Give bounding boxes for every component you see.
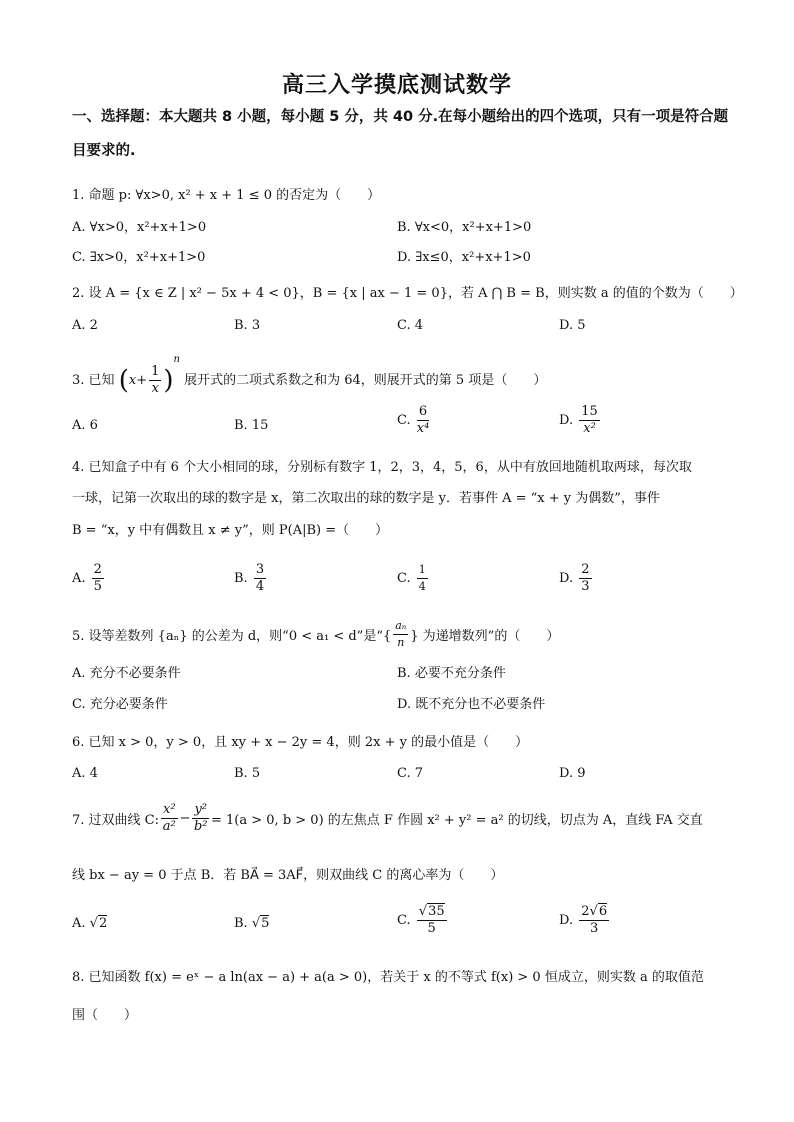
- question-3-stem-post: 展开式的二项式系数之和为 64，则展开式的第 5 项是（ ）: [184, 373, 547, 388]
- option-label: C.: [397, 413, 411, 428]
- question-6-option-d: D. 9: [559, 766, 586, 781]
- binomial-fraction-num: 1: [151, 364, 160, 379]
- question-7-option-b: [234, 916, 269, 931]
- question-3-option-d: [559, 404, 602, 437]
- question-5-fraction: [393, 618, 408, 651]
- sqrt-radicand: 5: [261, 916, 270, 931]
- fraction-num: 1: [417, 562, 428, 579]
- fraction-num: 15: [581, 404, 598, 419]
- question-5-option-b: B. 必要不充分条件: [397, 666, 506, 681]
- option-label: A.: [72, 916, 86, 931]
- fraction-num: [579, 904, 609, 921]
- question-4-option-c: [397, 562, 430, 595]
- question-3-option-c: [397, 404, 431, 437]
- fraction-num: x²: [163, 802, 176, 817]
- option-fraction: [92, 562, 104, 595]
- question-2-option-a: A. 2: [72, 318, 98, 333]
- question-7-option-a: [72, 916, 107, 931]
- option-fraction: [579, 404, 600, 437]
- question-3-option-b: B. 15: [234, 418, 269, 433]
- binomial-x: x: [128, 373, 137, 388]
- fraction-num: aₙ: [393, 618, 408, 635]
- fraction-num: 6: [417, 404, 430, 421]
- question-1-option-c: C. ∃x>0，x²+x+1>0: [72, 250, 206, 265]
- question-6-stem: 6. 已知 x > 0，y > 0，且 xy + x − 2y = 4，则 2x + y 的最小值是（ ）: [72, 735, 529, 750]
- fraction-num: 3: [255, 562, 265, 577]
- binomial-fraction-den: x: [151, 381, 159, 396]
- sqrt-sign: √: [589, 904, 598, 919]
- fraction-den: 4: [255, 579, 265, 594]
- question-5-option-c: C. 充分必要条件: [72, 697, 168, 712]
- fraction-num: 2: [93, 562, 102, 577]
- option-fraction: [254, 562, 266, 595]
- sqrt-sign: √: [418, 904, 428, 919]
- sqrt-radicand: 6: [598, 904, 608, 919]
- sqrt-coefficient: 2: [581, 904, 590, 919]
- fraction-den: b²: [193, 819, 208, 834]
- fraction-den: a²: [162, 819, 176, 834]
- question-7-option-c: [397, 904, 449, 937]
- option-fraction: [417, 904, 447, 937]
- binomial-paren-right: ): [163, 365, 174, 396]
- question-5-stem: [72, 618, 559, 651]
- question-7-option-d: [559, 904, 611, 937]
- question-7-fraction-x: [161, 802, 178, 835]
- binomial-paren-left: (: [118, 365, 129, 396]
- sqrt-radicand: 2: [98, 916, 108, 931]
- option-fraction: [417, 562, 428, 595]
- question-5-option-a: A. 充分不必要条件: [72, 666, 181, 681]
- option-fraction: [579, 904, 609, 937]
- question-4-option-a: [72, 562, 106, 595]
- option-label: D.: [559, 571, 574, 586]
- question-7-minus: −: [179, 811, 191, 826]
- fraction-den: x²: [583, 421, 596, 436]
- question-8-line-2: 围（ ）: [72, 1008, 138, 1023]
- page-title: 高三入学摸底测试数学: [281, 73, 512, 98]
- question-7-post: = 1(a > 0, b > 0) 的左焦点 F 作圆 x² + y² = a² 的切线，切点为 A，直线 FA 交直: [211, 813, 703, 828]
- question-7-stem: [72, 802, 703, 835]
- fraction-num: 2: [581, 562, 590, 577]
- option-label: C.: [397, 913, 411, 928]
- question-5-stem-pre: 5. 设等差数列 {aₙ} 的公差为 d，则“0 < a₁ < d”是“{: [72, 629, 392, 644]
- fraction-den: 4: [418, 580, 426, 593]
- question-1-stem: 1. 命题 p: ∀x>0, x² + x + 1 ≤ 0 的否定为（ ）: [72, 188, 381, 203]
- question-3-option-a: A. 6: [72, 418, 98, 433]
- question-6-option-b: B. 5: [234, 766, 261, 781]
- option-label: B.: [234, 571, 248, 586]
- option-label: D.: [559, 913, 574, 928]
- option-label: D.: [559, 413, 574, 428]
- question-4-line-3: B = “x，y 中有偶数且 x ≠ y”，则 P(A|B) =（ ）: [72, 523, 389, 538]
- question-7-fraction-y: [192, 802, 209, 835]
- question-4-line-2: 一球，记第一次取出的球的数字是 x，第二次取出的球的数字是 y．若事件 A = “x + y 为偶数”，事件: [72, 491, 660, 506]
- fraction-den: 3: [581, 579, 590, 594]
- question-5-stem-post: } 为递增数列”的（ ）: [410, 629, 560, 644]
- question-5-option-d: D. 既不充分也不必要条件: [397, 697, 546, 712]
- fraction-den: x⁴: [416, 421, 430, 436]
- sqrt-sign: √: [251, 916, 261, 931]
- sqrt-sign: √: [89, 916, 98, 931]
- fraction-den: 5: [427, 921, 436, 936]
- question-4-option-b: [234, 562, 268, 595]
- question-2-stem: 2. 设 A = {x ∈ Z | x² − 5x + 4 < 0}，B = {x | ax − 1 = 0}，若 A ⋂ B = B，则实数 a 的值的个数为（ ）: [72, 286, 743, 301]
- fraction-den: n: [397, 636, 405, 649]
- binomial-exponent: n: [173, 354, 180, 365]
- section-heading: 一、选择题：本大题共 8 小题，每小题 5 分，共 40 分.在每小题给出的四个选项，只有一项是符合题目要求的.: [72, 109, 729, 159]
- fraction-den: 5: [93, 579, 102, 594]
- question-1-option-d: D. ∃x≤0，x²+x+1>0: [397, 250, 531, 265]
- question-2-option-b: B. 3: [234, 318, 261, 333]
- question-4-option-d: [559, 562, 594, 595]
- fraction-num: [417, 904, 447, 921]
- question-3-stem-pre: 3. 已知: [72, 373, 115, 388]
- question-2-option-d: D. 5: [559, 318, 586, 333]
- fraction-den: 3: [590, 921, 599, 936]
- question-8-line-1: 8. 已知函数 f(x) = eˣ − a ln(ax − a) + a(a > 0)，若关于 x 的不等式 f(x) > 0 恒成立，则实数 a 的取值范: [72, 970, 704, 985]
- question-2-option-c: C. 4: [397, 318, 424, 333]
- binomial-plus: +: [136, 373, 148, 388]
- question-6-option-a: A. 4: [72, 766, 98, 781]
- option-label: B.: [234, 916, 248, 931]
- question-3-stem: [72, 354, 546, 397]
- option-label: C.: [397, 571, 411, 586]
- question-7-line-2: 线 bx − ay = 0 于点 B．若 BA⃗ = 3AF⃗，则双曲线 C 的离心率为（ ）: [72, 868, 504, 883]
- fraction-num: y²: [194, 802, 208, 817]
- option-label: A.: [72, 571, 86, 586]
- question-1-option-a: A. ∀x>0，x²+x+1>0: [72, 220, 207, 235]
- option-fraction: [579, 562, 591, 595]
- option-fraction: [417, 404, 430, 437]
- question-6-option-c: C. 7: [397, 766, 424, 781]
- question-4-line-1: 4. 已知盒子中有 6 个大小相同的球，分别标有数字 1，2，3，4，5，6，从中有放回地随机取两球，每次取: [72, 460, 692, 475]
- binomial-fraction: [149, 364, 161, 397]
- sqrt-radicand: 35: [428, 904, 445, 919]
- question-7-pre: 7. 过双曲线 C:: [72, 813, 159, 828]
- question-1-option-b: B. ∀x<0，x²+x+1>0: [397, 220, 532, 235]
